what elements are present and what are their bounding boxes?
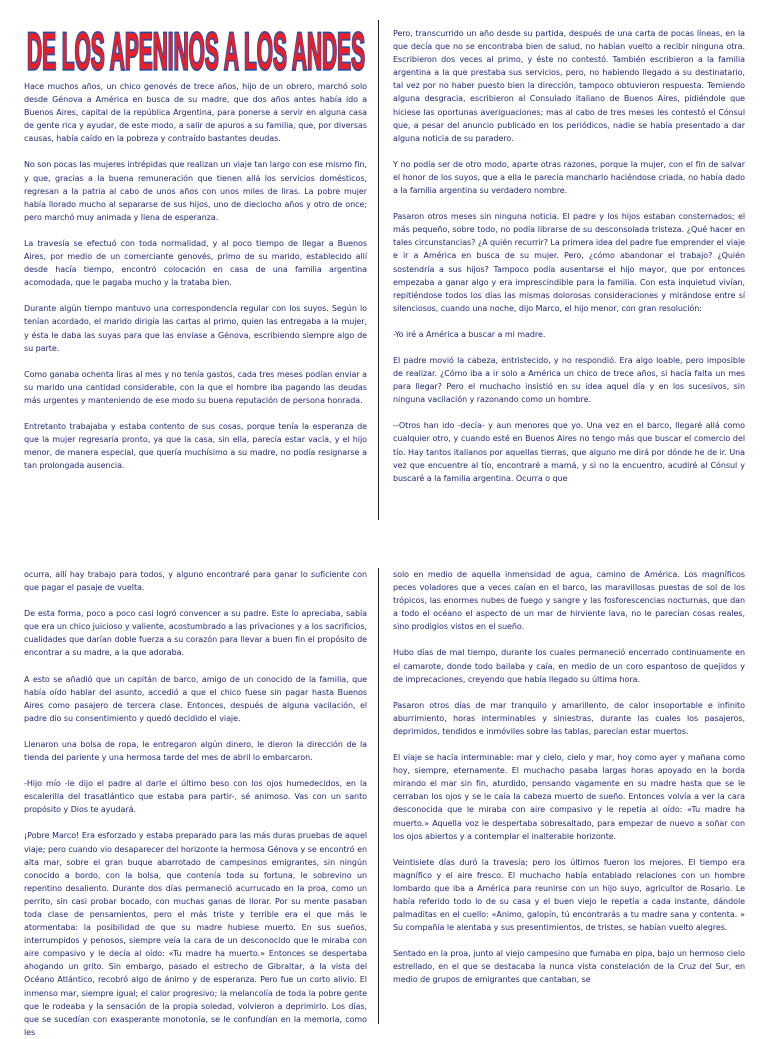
- paragraph: -Hijo mío -le dijo el padre al darle el último beso con los ojos humedecidos, en la escalerilla del trasatlántico que estaba para partir-, sé animoso. Vas con un santo propósito y Dios te ayudará.: [24, 779, 367, 815]
- paragraph: ¡Pobre Marco! Era esforzado y estaba preparado para las más duras pruebas de aquel viaje; pero cuando vio desaparecer del horizonte la hermosa Génova y se encontró en alta mar, sobre el gran buque abarrotado de campesinos emigrantes, sin ningún conocido a bordo, con la bolsa, que contenía toda su fortuna, le sobrevino un repentino desaliento. Durante dos días permaneció acurrucado en la proa, como un perrito, sin casi probar bocado, con muchas ganas de llorar. Por su mente pasaban toda clase de pensamientos, pero el más triste y terrible era el que más le atormentaba: la posibilidad de que su madre hubiese muerto. En sus sueños, interrumpidos y penosos, siempre veía la cara de un desconocido que le miraba con aire compasivo y le decía al oído: «Tu madre ha muerto.» Entonces se despertaba ahogando un grito. Sin embargo, pasado el estrecho de Gibraltar, a la vista del Océano Atlántico, recobró algo de ánimo y de esperanza. Pero fue un corto alivio. El inmenso mar, siempre igual; el calor progresivo; la melancolía de toda la pobre gente que le rodeaba y la sensación de la propia soledad, volvieron a deprimirlo. Los días, que se sucedían con exasperante monotonía, se le confundían en la memoria, como les: [24, 831, 367, 1037]
- paragraph: La travesía se efectuó con toda normalidad, y al poco tiempo de llegar a Buenos Aires, por medio de un comerciante genovés, primo de su marido, establecido allí desde hacía tiempo, encontró colocación en casa de una familia argentina acomodada, que le pagaba mucho y la trataba bien.: [24, 238, 367, 288]
- paragraph: Pasaron otros meses sin ninguna noticia. El padre y los hijos estaban consternados; el más pequeño, sobre todo, no podía librarse de su desconsolada tristeza. ¿Qué hacer en tales circunstancias? ¿A quién recurrir? La primera idea del padre fue emprender el viaje e ir a América en busca de su mujer. Pero, ¿cómo abandonar el trabajo? ¿Quién sostendría a sus hijos? Tampoco podía ausentarse el hijo mayor, que por entonces empezaba a ganar algo y era imprescindible para la familia. Con esta inquietud vivían, repitiéndose todos los días las mismas dolorosas consideraciones y mirándose entre sí silenciosos, cuando una noche, dijo Marco, el hijo menor, con gran resolución:: [393, 212, 745, 313]
- paragraph: Y no podía ser de otro modo, aparte otras razones, porque la mujer, con el fin de salvar el honor de los suyos, que a ella le parecía mancharlo haciéndose criada, no había dado a la familia argentina su verdadero nombre.: [393, 159, 745, 196]
- paragraph: Durante algún tiempo mantuvo una correspondencia regular con los suyos. Según lo tenían acordado, el marido dirigía las cartas al primo, quien las entregaba a la mujer, y ésta le daba las suyas para que las enviase a Génova, escribiendo siempre algo de su parte.: [24, 304, 367, 353]
- paragraph: Veintisiete días duró la travesía; pero los últimos fueron los mejores. El tiempo era magnífico y el aire fresco. El muchacho había entablado relaciones con un hombre lombardo que iba a América para reunirse con un hijo suyo, agricultor de Rosario. Le había referido todo lo de su casa y el buen viejo le repetía a cada instante, dándole palmaditas en el cuello: «Animo, galopín, tú encontrarás a tu madre sana y contenta. » Su compañía le alentaba y sus presentimientos, de tristes, se habían vuelto alegres.: [393, 857, 745, 933]
- paragraph: Entretanto trabajaba y estaba contento de sus cosas, porque tenía la esperanza de que la mujer regresaría pronto, ya que la casa, sin ella, parecía estar vacía, y el hijo menor, de manera especial, que quería muchísimo a su madre, no podía resignarse a tan prolongada ausencia.: [24, 421, 367, 471]
- text-column-4: [393, 568, 745, 1024]
- paragraph: Como ganaba ochenta liras al mes y no tenía gastos, cada tres meses podían enviar a su marido una cantidad considerable, con la que el hombre iba pagando las deudas más urgentes y manteniendo de ese modo su buena reputación de persona honrada.: [24, 369, 367, 405]
- paragraph: ocurra, allí hay trabajo para todos, y alguno encontraré para ganar lo suficiente con que pagar el pasaje de vuelta.: [24, 570, 367, 593]
- paragraph: De esta forma, poco a poco casi logró convencer a su padre. Este lo apreciaba, sabía que era un chico juicioso y valiente, acostumbrado a las privaciones y a los sacrificios, cualidades que darían doble fuerza a su corazón para llevar a buen fin el propósito de encontrar a su madre, a la que adoraba.: [24, 609, 367, 658]
- paragraph: No son pocas las mujeres intrépidas que realizan un viaje tan largo con ese mismo fin, y que, gracias a la buena remuneración que tienen allá los servicios domésticos, regresan a la patria al cabo de unos años con unos miles de liras. La pobre mujer había llorado mucho al separarse de sus hijos, uno de dieciocho años y otro de once; pero marchó muy animada y llena de esperanza.: [24, 160, 367, 222]
- paragraph: Hubo días de mal tiempo, durante los cuales permaneció encerrado continuamente en el camarote, donde todo bailaba y caía, en medio de un coro espantoso de quejidos y de imprecaciones, creyendo que había llegado su última hora.: [393, 648, 745, 684]
- text-column-3: [24, 568, 367, 1037]
- text-column-1: [24, 80, 367, 520]
- text-column-2: [393, 27, 745, 527]
- column-divider-bottom: [378, 568, 379, 1024]
- paragraph: El viaje se hacía interminable: mar y cielo, cielo y mar, hoy como ayer y mañana como hoy, siempre, eternamente. El muchacho pasaba largas horas apoyado en la borda mirando el mar sin fin, aturdido, pensando vagamente en su madre hasta que se le cerraban los ojos y se le caía la cabeza muerto de sueño. Entonces volvía a ver la cara desconocida que le miraba con aire compasivo y le repetía al oído: «Tu madre ha muerto.» Aquella voz le despertaba sobresaltado, para empezar de nuevo a soñar con los ojos abiertos y a contemplar el inalterable horizonte.: [393, 753, 745, 841]
- title-wordart: [24, 22, 369, 81]
- paragraph: Pasaron otros días de mar tranquilo y amarillento, de calor insoportable e infinito aburrimiento, horas interminables y siniestras, durante las cuales los pasajeros, deprimidos, tendidos e inmóviles sobre las tablas, parecían estar muertos.: [393, 700, 745, 736]
- paragraph: Llenaron una bolsa de ropa, le entregaron algún dinero, le dieron la dirección de la tienda del pariente y una hermosa tarde del mes de abril lo embarcaron.: [24, 739, 367, 763]
- paragraph: -Yo iré a América a buscar a mi madre.: [393, 329, 546, 339]
- paragraph: --Otros han ido -decía- y aun menores que yo. Una vez en el barco, llegaré allá como cualquier otro, y cuando esté en Buenos Aires no tengo más que buscar el comercio del tío. Hay tantos italianos por aquellas tierras, que alguno me dirá por dónde he de ir. Una vez que encuentre al tío, encontraré a mamá, y si no la encuentro, acudiré al Cónsul y buscaré a la familia argentina. Ocurra o que: [393, 421, 745, 483]
- paragraph: A esto se añadió que un capitán de barco, amigo de un conocido de la familia, que había oído hablar del asunto, accedió a que el chico fuese sin pagar hasta Buenos Aires como pasajero de tercera clase. Entonces, después de alguna vacilación, el padre dio su consentimiento y quedó decidido el viaje.: [24, 674, 367, 723]
- page-title: [24, 22, 369, 81]
- paragraph: Sentado en la proa, junto al viejo campesino que fumaba en pipa, bajo un hermoso cielo estrellado, en el que se destacaba la nunca vista constelación de la Cruz del Sur, en medio de grupos de emigrantes que cantaban, se: [393, 949, 745, 985]
- column-divider-top: [378, 20, 379, 520]
- paragraph: Pero, transcurrido un año desde su partida, después de una carta de pocas líneas, en la que decía que no se encontraba bien de salud, no habían vuelto a recibir ninguna otra. Escribieron dos veces al primo, y éste no contestó. También escribieron a la familia argentina a la que prestaba sus servicios, pero, no habiendo llegado a su destinatario, tal vez por no haber puesto bien la dirección, tampoco obtuvieron respuesta. Temiendo alguna desgracia, escribieron al Consulado italiano de Buenos Aires, pidiéndole que hiciese las oportunas averiguaciones; mas al cabo de tres meses les contestó el Cónsul que, a pesar del anuncio publicado en los periódicos, nadie se había presentado a dar alguna noticia de su paradero.: [393, 29, 745, 143]
- paragraph: El padre movió la cabeza, entristecido, y no respondió. Era algo loable, pero imposible de realizar. ¿Cómo iba a ir solo a América un chico de trece años, si hacía falta un mes para llegar? Pero el muchacho insistió en su idea aquel día y en los sucesivos, sin ninguna vacilación y razonando como un hombre.: [393, 355, 745, 405]
- paragraph: solo en medio de aquella inmensidad de agua, camino de América. Los magníficos peces voladores que a veces caían en el barco, las maravillosas puestas de sol de los trópicos, las enormes nubes de fuego y sangre y las fosforescencias nocturnas, que dan a todo el océano el aspecto de un mar de hirviente lava, no le parecían cosas reales, sino prodigios vistos en el sueño.: [393, 570, 745, 632]
- paragraph: Hace muchos años, un chico genovés de trece años, hijo de un obrero, marchó solo desde Génova a América en busca de su madre, que dos años antes había ido a Buenos Aires, capital de la república Argentina, para ponerse a servir en alguna casa de gente rica y ayudar, de este modo, a salir de apuros a su familia, que, por diversas causas, había caído en la pobreza y contraído bastantes deudas.: [24, 82, 367, 144]
- title-text: DE LOS APENINOS A LOS ANDES: [27, 23, 365, 81]
